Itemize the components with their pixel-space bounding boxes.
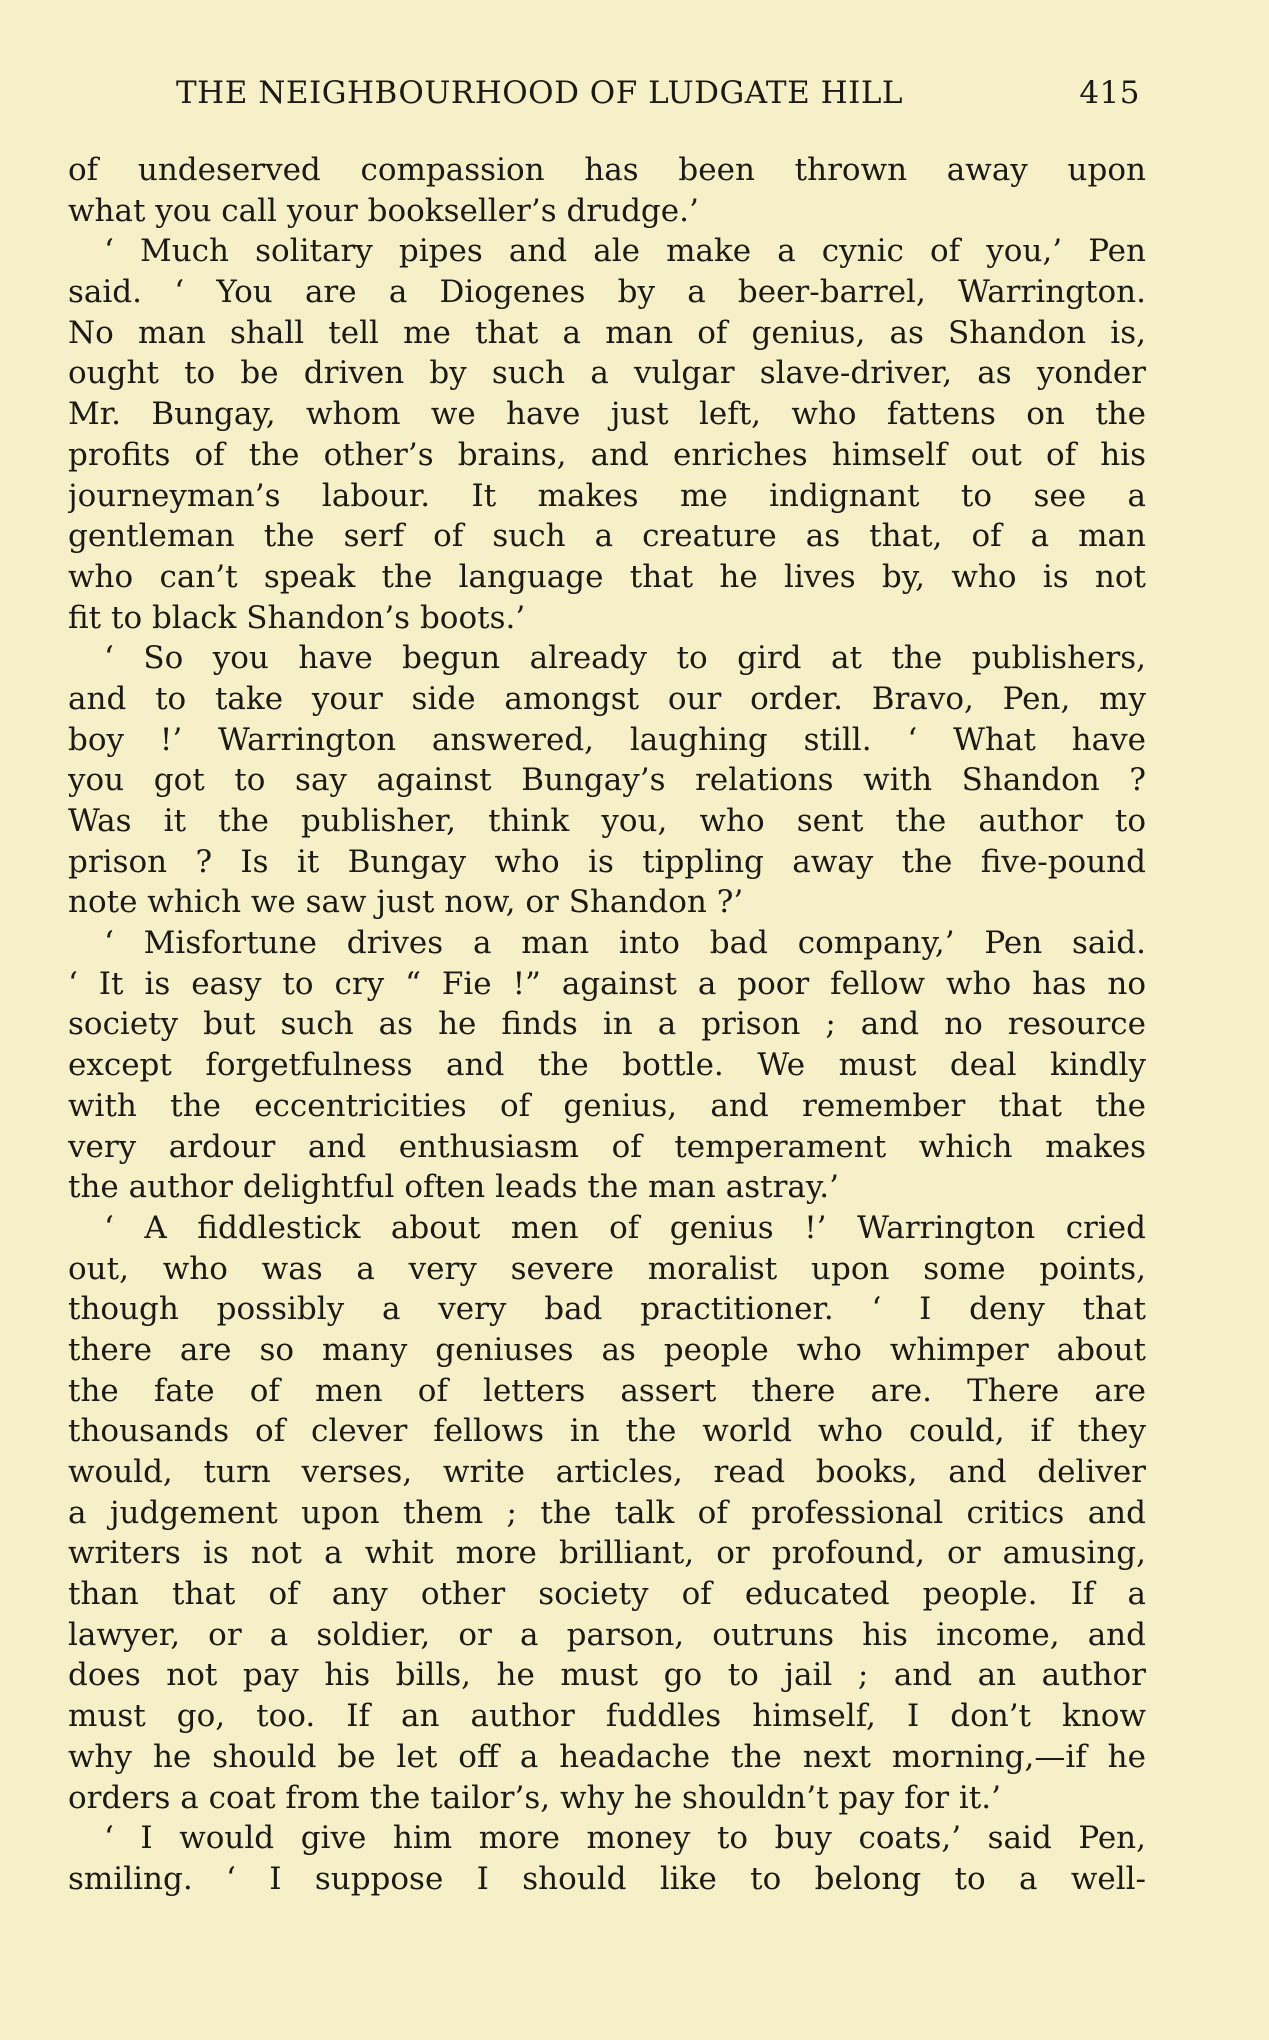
- text-line: ‘ It is easy to cry “ Fie !” against a poor fellow who has no: [68, 965, 1146, 1002]
- text-line: ought to be driven by such a vulgar slave-driver, as yonder: [68, 355, 1146, 392]
- text-line: thousands of clever fellows in the world who could, if they: [68, 1413, 1146, 1450]
- text-line: very ardour and enthusiasm of temperament which makes: [68, 1128, 1146, 1165]
- text-line: except forgetfulness and the bottle. We must deal kindly: [68, 1047, 1146, 1084]
- text-line: would, turn verses, write articles, read books, and deliver: [68, 1454, 1146, 1490]
- text-line: with the eccentricities of genius, and remember that the: [68, 1087, 1146, 1124]
- text-line: there are so many geniuses as people who whimper about: [68, 1331, 1146, 1368]
- running-head: [176, 73, 1140, 113]
- text-line: orders a coat from the tailor’s, why he shouldn’t pay for it.’: [68, 1779, 1001, 1816]
- text-line: ‘ A fiddlestick about men of genius !’ Warrington cried: [104, 1209, 1146, 1246]
- text-line: boy !’ Warrington answered, laughing still. ‘ What have: [68, 721, 1146, 758]
- text-line: writers is not a whit more brilliant, or profound, or amusing,: [68, 1535, 1146, 1572]
- text-line: Mr. Bungay, whom we have just left, who fattens on the: [68, 396, 1146, 433]
- text-line: and to take your side amongst our order. Bravo, Pen, my: [68, 680, 1146, 717]
- text-line: out, who was a very severe moralist upon some points,: [68, 1250, 1146, 1287]
- text-line: society but such as he finds in a prison ; and no resource: [68, 1006, 1146, 1043]
- text-line: fit to black Shandon’s boots.’: [68, 599, 526, 636]
- text-line: profits of the other’s brains, and enriches himself out of his: [68, 436, 1146, 473]
- page-number: 415: [1079, 75, 1140, 111]
- text-line: note which we saw just now, or Shandon ?’: [68, 884, 744, 921]
- text-line: ‘ Much solitary pipes and ale make a cynic of you,’ Pen: [104, 233, 1146, 270]
- text-line: must go, too. If an author fuddles himself, I don’t know: [68, 1698, 1146, 1735]
- text-line: said. ‘ You are a Diogenes by a beer-barrel, Warrington.: [68, 274, 1146, 311]
- text-line: who can’t speak the language that he lives by, who is not: [68, 558, 1146, 595]
- text-line: prison ? Is it Bungay who is tippling away the five-pound: [68, 843, 1146, 880]
- text-line: of undeserved compassion has been thrown away upon: [68, 152, 1146, 188]
- text-line: the author delightful often leads the man astray.’: [68, 1169, 840, 1206]
- text-line: what you call your bookseller’s drudge.’: [68, 192, 699, 229]
- text-line: smiling. ‘ I suppose I should like to belong to a well-: [68, 1860, 1146, 1897]
- running-title: THE NEIGHBOURHOOD OF LUDGATE HILL: [176, 75, 904, 111]
- text-line: you got to say against Bungay’s relations with Shandon ?: [68, 762, 1146, 799]
- body-text: [68, 150, 1146, 1900]
- text-line: gentleman the serf of such a creature as that, of a man: [68, 518, 1146, 555]
- text-line: journeyman’s labour. It makes me indignant to see a: [68, 477, 1146, 514]
- text-line: why he should be let off a headache the next morning,—if he: [68, 1738, 1146, 1775]
- text-line: ‘ Misfortune drives a man into bad company,’ Pen said.: [104, 925, 1146, 962]
- text-line: ‘ I would give him more money to buy coats,’ said Pen,: [104, 1820, 1146, 1857]
- text-line: than that of any other society of educated people. If a: [68, 1576, 1146, 1613]
- text-line: though possibly a very bad practitioner. ‘ I deny that: [68, 1291, 1146, 1328]
- text-line: does not pay his bills, he must go to jail ; and an author: [68, 1657, 1146, 1694]
- text-line: the fate of men of letters assert there are. There are: [68, 1372, 1146, 1409]
- text-line: ‘ So you have begun already to gird at the publishers,: [104, 640, 1146, 677]
- text-line: No man shall tell me that a man of genius, as Shandon is,: [68, 314, 1146, 351]
- text-line: Was it the publisher, think you, who sent the author to: [68, 803, 1146, 839]
- text-line: lawyer, or a soldier, or a parson, outruns his income, and: [68, 1616, 1146, 1653]
- text-line: a judgement upon them ; the talk of professional critics and: [68, 1494, 1146, 1531]
